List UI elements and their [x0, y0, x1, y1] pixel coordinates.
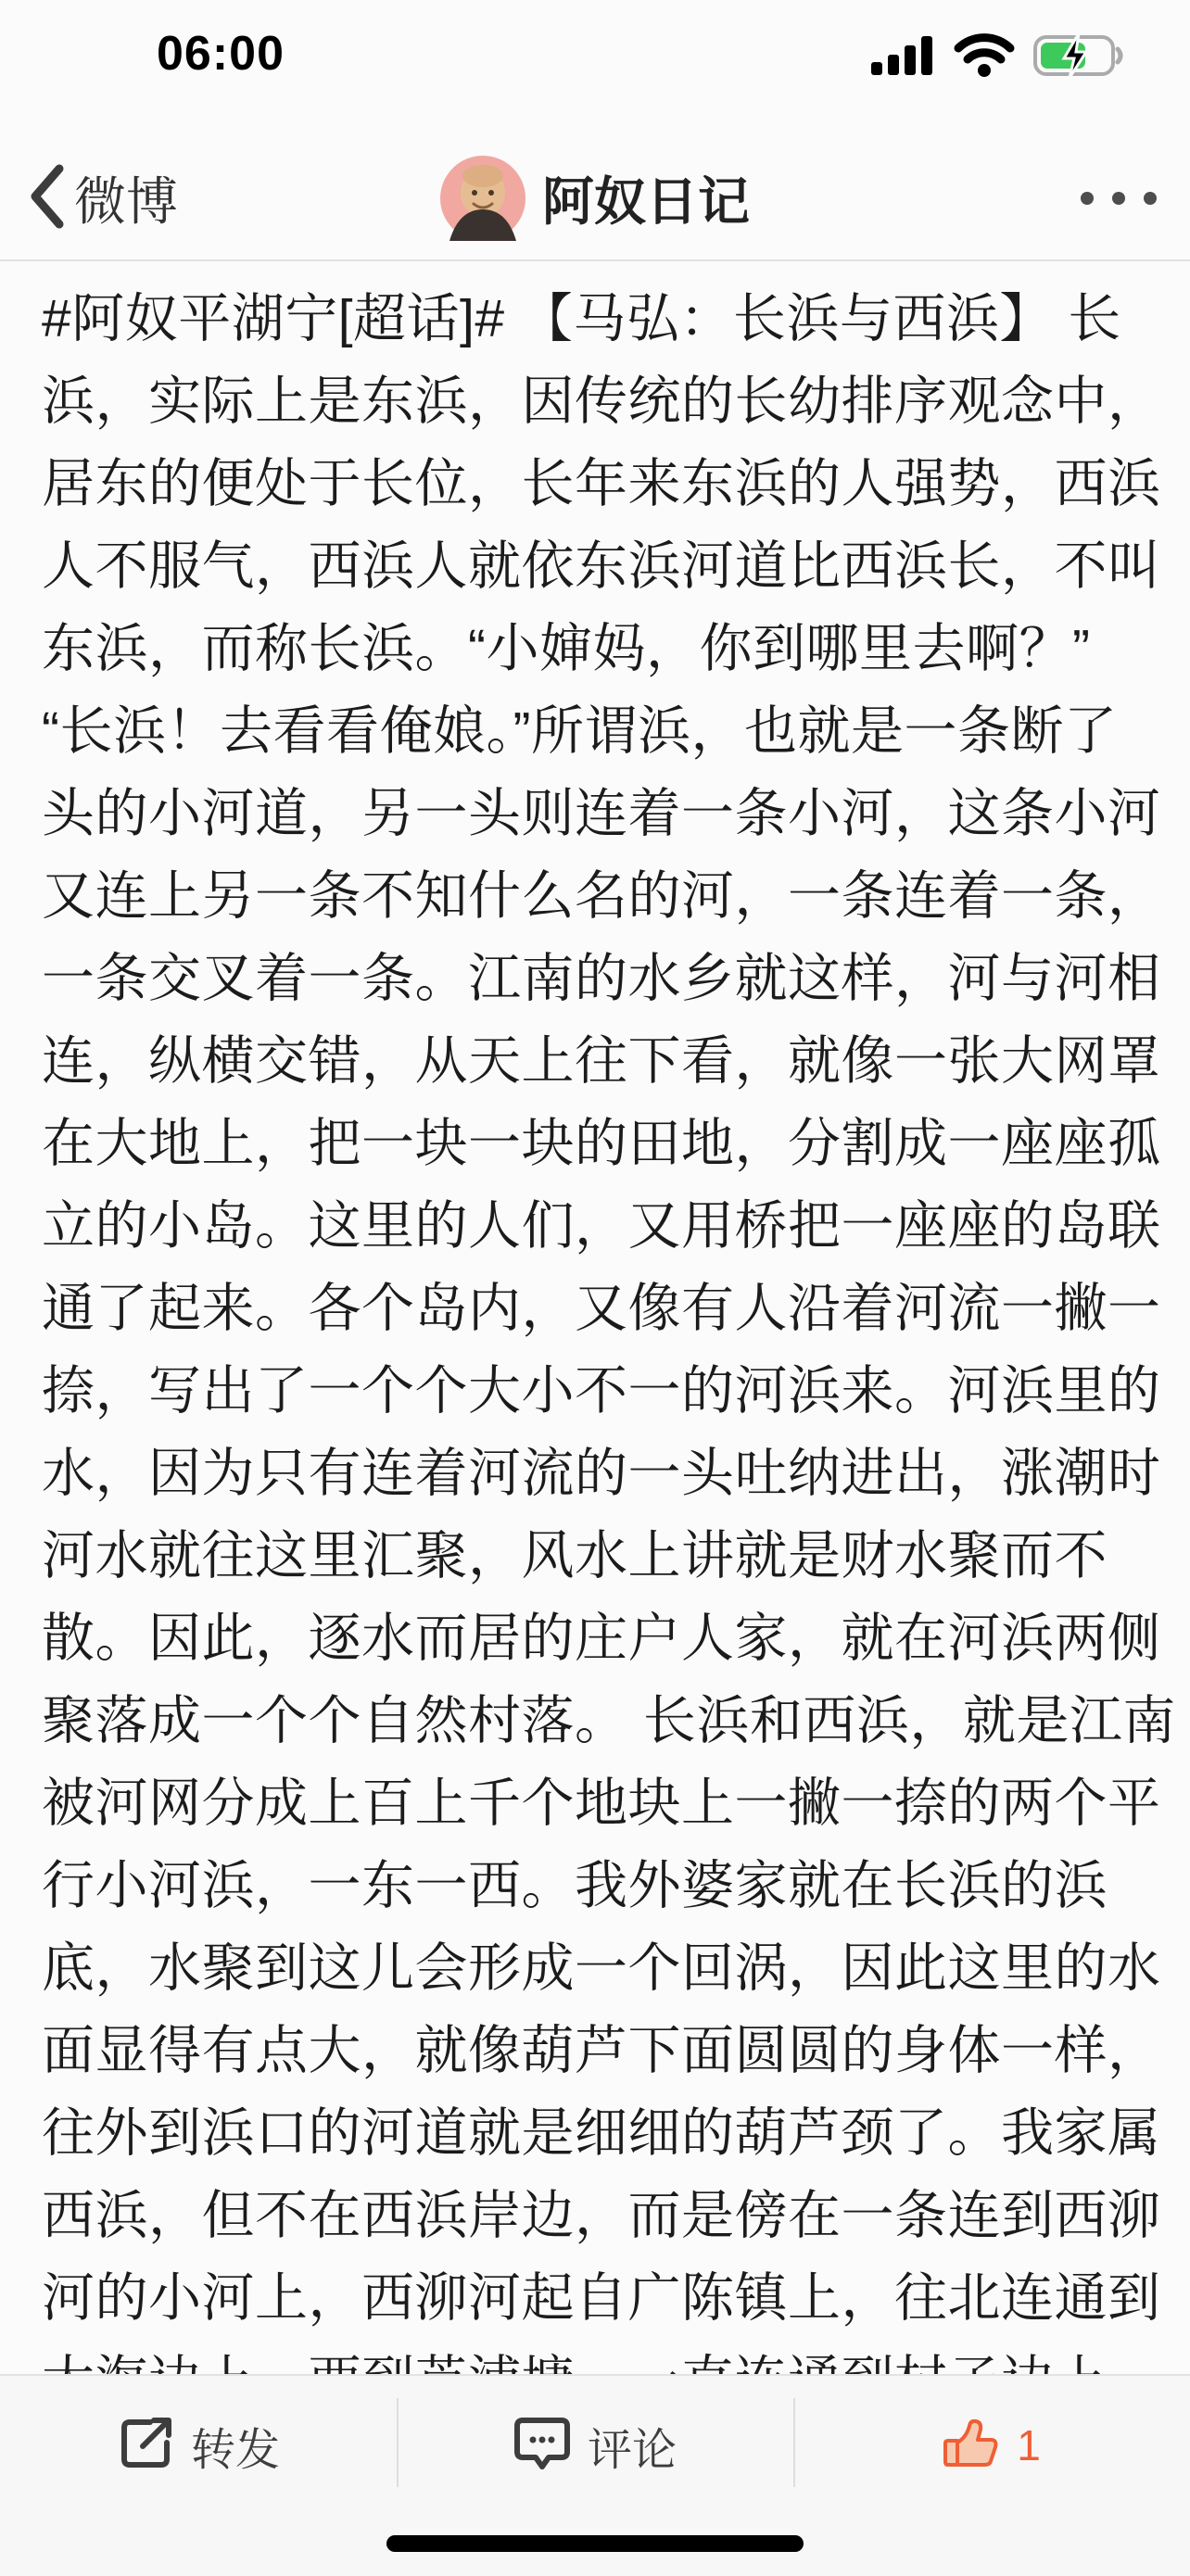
- post-text-line: 又连上另一条不知什么名的河，一条连着一条，: [42, 866, 1161, 926]
- page-title: 阿奴日记: [542, 172, 750, 231]
- status-icons: [871, 33, 1125, 82]
- nav-title-group: [0, 139, 1190, 258]
- more-button[interactable]: [1081, 139, 1157, 258]
- ellipsis-icon: [1112, 192, 1125, 205]
- post-text-line: 人不服气，西浜人就依东浜河道比西浜长，不叫: [42, 537, 1161, 596]
- post-text-line: 浜，实际上是东浜，因传统的长幼排序观念中，: [42, 372, 1161, 431]
- post-text-line: 连，纵横交错，从天上往下看，就像一张大网罩: [42, 1031, 1161, 1091]
- post-text: [42, 278, 1176, 2374]
- post-text-line: 西浜，但不在西浜岸边，而是傍在一条连到西泖: [42, 2186, 1161, 2245]
- status-time: 06:00: [157, 27, 285, 81]
- post-text-line: 聚落成一个个自然村落。 长浜和西浜，就是江南: [42, 1691, 1176, 1750]
- battery-charging-icon: [1034, 33, 1125, 82]
- post-text-line: 在大地上，把一块一块的田地，分割成一座座孤: [42, 1114, 1161, 1173]
- post-text-line: 一条交叉着一条。江南的水乡就这样，河与河相: [42, 949, 1161, 1008]
- post-text-line: #阿奴平湖宁[超话]# 【马弘：长浜与西浜】 长: [42, 289, 1121, 348]
- back-label: 微博: [74, 172, 178, 231]
- post-text-line: 头的小河道，另一头则连着一条小河，这条小河: [42, 784, 1161, 843]
- toolbar-divider: [397, 2398, 399, 2487]
- post-text-line: 立的小岛。这里的人们，又用桥把一座座的岛联: [42, 1196, 1161, 1256]
- status-bar: [0, 0, 1190, 139]
- back-chevron-icon: [28, 165, 65, 233]
- wifi-icon: [955, 33, 1014, 82]
- post-text-line: 通了起来。各个岛内，又像有人沿着河流一撇一: [42, 1279, 1161, 1338]
- thumbs-up-icon: [943, 2415, 1000, 2477]
- toolbar-divider: [793, 2398, 795, 2487]
- home-indicator[interactable]: [386, 2535, 804, 2552]
- repost-icon: [117, 2415, 174, 2477]
- like-button[interactable]: [793, 2376, 1190, 2515]
- ellipsis-icon: [1144, 192, 1157, 205]
- ellipsis-icon: [1081, 192, 1094, 205]
- post-text-line: 东浜，而称长浜。“小婶妈，你到哪里去啊？”: [42, 619, 1091, 678]
- back-button[interactable]: [28, 139, 178, 258]
- like-count: 1: [1017, 2421, 1041, 2469]
- nav-bar: [0, 139, 1190, 261]
- post-text-line: “长浜！去看看俺娘。”所谓浜，也就是一条断了: [42, 701, 1118, 761]
- post-text-line: 行小河浜，一东一西。我外婆家就在长浜的浜: [42, 1856, 1108, 1915]
- comment-button[interactable]: [397, 2376, 793, 2515]
- post-text-line: 散。因此，逐水而居的庄户人家，就在河浜两侧: [42, 1609, 1161, 1668]
- comment-icon: [513, 2415, 571, 2477]
- post-text-line: 往外到浜口的河道就是细细的葫芦颈了。我家属: [42, 2103, 1161, 2163]
- post-text-line: 面显得有点大，就像葫芦下面圆圆的身体一样，: [42, 2021, 1161, 2080]
- post-text-line: 底，水聚到这儿会形成一个回涡，因此这里的水: [42, 1938, 1161, 1998]
- post-text-line: 居东的便处于长位，长年来东浜的人强势，西浜: [42, 454, 1161, 513]
- repost-button[interactable]: [0, 2376, 397, 2515]
- cellular-signal-icon: [871, 34, 934, 82]
- post-text-line: 河水就往这里汇聚，风水上讲就是财水聚而不: [42, 1526, 1108, 1585]
- comment-label: 评论: [587, 2425, 677, 2475]
- post-text-line: 水，因为只有连着河流的一头吐纳进出，涨潮时: [42, 1444, 1161, 1503]
- repost-label: 转发: [190, 2425, 280, 2475]
- post-text-line: 被河网分成上百上千个地块上一撇一捺的两个平: [42, 1774, 1161, 1833]
- post-text-line: 河的小河上，西泖河起自广陈镇上，往北连通到: [42, 2268, 1161, 2328]
- post-text-line: 捺，写出了一个个大小不一的河浜来。河浜里的: [42, 1361, 1161, 1421]
- avatar[interactable]: [440, 156, 525, 241]
